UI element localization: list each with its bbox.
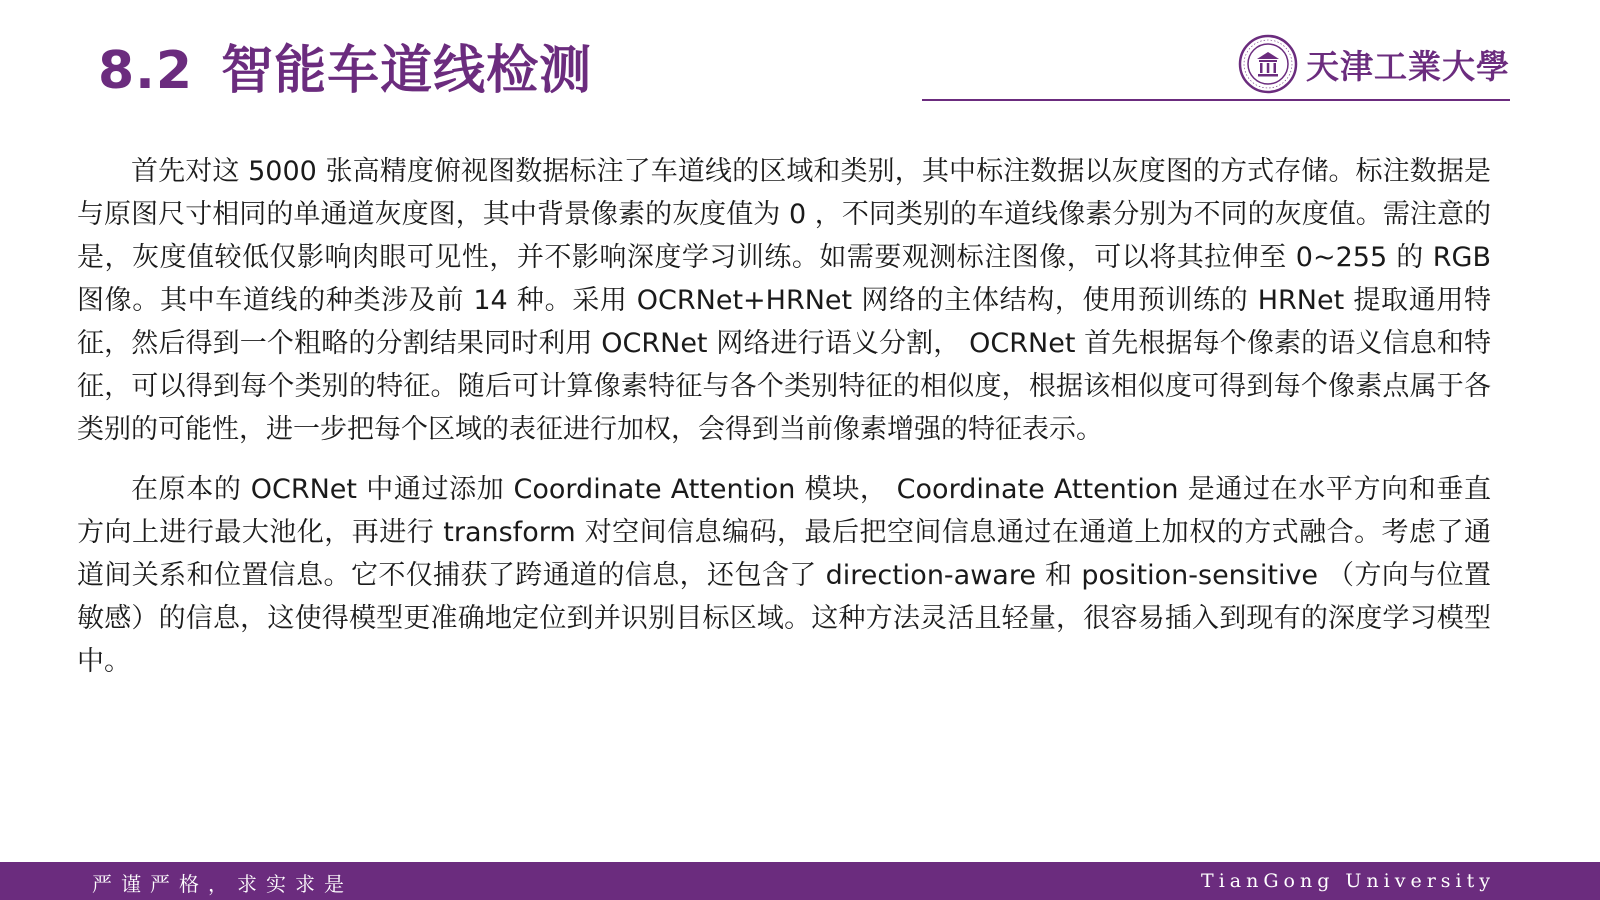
paragraph: 首先对这 5000 张高精度俯视图数据标注了车道线的区域和类别，其中标注数据以灰度图的方式存储。标注数据是与原图尺寸相同的单通道灰度图，其中背景像素的灰度值为 0 ，不同类别的车道线像素分别为不同的灰度值。需注意的是，灰度值较低仅影响肉眼可见性，并不影响深度学习训练。如需要观测标注图像，可以将其拉伸至 0~255 的 RGB 图像。其中车道线的种类涉及前 14 种。采用 OCRNet+HRNet 网络的主体结构，使用预训练的 HRNet 提取通用特征，然后得到一个粗略的分割结果同时利用 OCRNet 网络进行语义分割， OCRNet 首先根据每个像素的语义信息和特征，可以得到每个类别的特征。随后可计算像素特征与各个类别特征的相似度，根据该相似度可得到每个像素点属于各类别的可能性，进一步把每个区域的表征进行加权，会得到当前像素增强的特征表示。 [77, 156, 1491, 445]
footer-bar [0, 862, 1600, 900]
university-logo [1238, 32, 1510, 96]
university-seal-icon [1238, 34, 1298, 94]
body-text [77, 150, 1491, 683]
footer-motto: 严谨严格，求实求是 [92, 872, 353, 896]
header-divider [922, 99, 1510, 101]
university-name: 天津工業大學 [1306, 46, 1510, 86]
footer-university-name: TianGong University [1201, 870, 1495, 892]
paragraph: 在原本的 OCRNet 中通过添加 Coordinate Attention 模块， Coordinate Attention 是通过在水平方向和垂直方向上进行最大池化，再进行 transform 对空间信息编码，最后把空间信息通过在通道上加权的方式融合。考虑了通道间关系和位置信息。它不仅捕获了跨通道的信息，还包含了 direction-aware 和 position-sensitive （方向与位置敏感）的信息，这使得模型更准确地定位到并识别目标区域。这种方法灵活且轻量，很容易插入到现有的深度学习模型中。 [77, 474, 1491, 677]
page-title [98, 28, 592, 103]
title-text: 智能车道线检测 [221, 41, 593, 101]
section-number: 8.2 [98, 41, 194, 101]
